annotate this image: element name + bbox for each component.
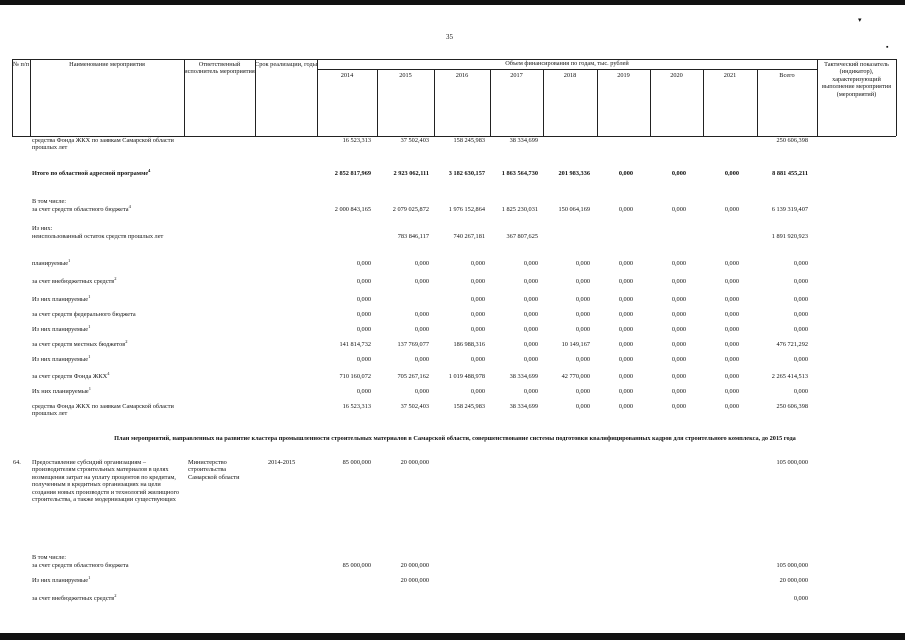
row-value: 0,000 (356, 296, 371, 303)
row-value: 0,000 (523, 260, 538, 267)
row-value: 158 245,983 (453, 403, 485, 410)
header-year: 2020 (670, 72, 683, 79)
footnote-mark: 2 (114, 592, 117, 598)
row-value: 0,000 (414, 260, 429, 267)
row-value: 8 881 455,211 (772, 170, 808, 177)
row-value: 20 000,000 (400, 562, 429, 569)
row-value: 0,000 (671, 296, 686, 303)
footnote-mark: 2 (114, 275, 117, 281)
row-value: 0,000 (575, 278, 590, 285)
row-value: 0,000 (671, 206, 686, 213)
row-value: 0,000 (671, 373, 686, 380)
row-value: 0,000 (618, 311, 633, 318)
row-value: 0,000 (470, 260, 485, 267)
row-label (32, 338, 186, 348)
row-label-text: Из них планируемые (32, 296, 89, 303)
row-label-text: за счет внебюджетных средств (32, 278, 115, 285)
header-year: 2019 (617, 72, 630, 79)
row-value: 1 825 230,031 (501, 206, 538, 213)
row-value: 3 182 630,157 (448, 170, 485, 177)
row-value: 705 267,162 (397, 373, 429, 380)
row-value: 0,000 (618, 373, 633, 380)
row-value: 0,000 (618, 278, 633, 285)
row-value: 105 000,000 (776, 562, 808, 569)
row-label (32, 370, 186, 380)
row-label-prefix: Из них: (32, 225, 53, 232)
footnote-mark: 1 (88, 385, 91, 391)
row-value: 38 334,699 (509, 403, 538, 410)
row-value: 6 139 319,407 (771, 206, 808, 213)
corner-mark: ▪ (886, 43, 889, 51)
row-label (32, 257, 186, 267)
row-value: 20 000,000 (779, 577, 808, 584)
item-value: 105 000,000 (776, 459, 808, 466)
row-value: 1 019 488,978 (448, 373, 485, 380)
row-value: 0,000 (618, 341, 633, 348)
row-value: 367 807,625 (506, 233, 538, 240)
row-value: 0,000 (575, 356, 590, 363)
row-label-text: Из них планируемые (32, 326, 89, 333)
row-label-text: Из них планируемые (32, 577, 89, 584)
row-label-prefix: В том числе: (32, 198, 67, 205)
header-year: 2021 (723, 72, 737, 79)
row-value: 0,000 (414, 311, 429, 318)
row-label (32, 574, 186, 584)
row-value: 0,000 (724, 260, 739, 267)
row-value: 0,000 (724, 311, 739, 318)
item-responsible: Министерство строительства Самарской области (188, 459, 240, 481)
row-value: 1 863 564,730 (501, 170, 538, 177)
row-value: 0,000 (523, 326, 538, 333)
row-value: 0,000 (414, 278, 429, 285)
row-label-text: средства Фонда ЖКХ по заявкам Самарской области прошлых лет (32, 403, 174, 418)
row-value: 0,000 (724, 373, 739, 380)
row-value: 0,000 (356, 388, 371, 395)
header-name: Наименование мероприятия (69, 61, 145, 68)
row-value: 1 976 152,864 (448, 206, 485, 213)
row-value: 0,000 (618, 326, 633, 333)
row-value: 0,000 (671, 403, 686, 410)
footnote-mark: 1 (67, 257, 71, 263)
row-label (32, 203, 186, 213)
row-value: 0,000 (724, 206, 739, 213)
row-value: 0,000 (575, 326, 590, 333)
item-number: 64. (13, 459, 21, 466)
footnote-mark: 2 (125, 338, 128, 344)
row-label-text: средства Фонда ЖКХ по заявкам Самарской области прошлых лет (32, 137, 174, 152)
row-label (32, 403, 186, 418)
row-label-text: Итого по областной адресной программе (32, 170, 149, 177)
footnote-mark: 1 (88, 353, 91, 359)
row-label (32, 233, 186, 240)
grid-line (896, 59, 897, 136)
row-value: 0,000 (414, 356, 429, 363)
header-year: 2017 (510, 72, 523, 79)
row-value: 0,000 (724, 296, 739, 303)
item-value: 85 000,000 (342, 459, 371, 466)
row-label (32, 562, 186, 569)
row-value: 783 846,117 (397, 233, 429, 240)
row-value: 0,000 (671, 170, 686, 177)
row-value: 0,000 (724, 278, 739, 285)
footnote-mark: 4 (107, 370, 110, 376)
row-value: 0,000 (793, 356, 808, 363)
row-value: 0,000 (724, 341, 739, 348)
row-label-prefix: В том числе: (32, 554, 67, 561)
row-value: 2 079 025,872 (392, 206, 429, 213)
row-value: 38 334,699 (509, 373, 538, 380)
footnote-mark: 1 (88, 574, 91, 580)
row-label-text: планируемые (32, 260, 68, 267)
row-value: 0,000 (523, 278, 538, 285)
row-value: 20 000,000 (400, 577, 429, 584)
row-label-text: за счет средств областного бюджета (32, 206, 129, 213)
header-term: Срок реализации, годы (255, 61, 317, 68)
row-value: 16 523,313 (342, 137, 371, 144)
row-label (32, 275, 186, 285)
header-number: № п/п (12, 61, 30, 68)
row-value: 0,000 (618, 388, 633, 395)
header-year: 2016 (455, 72, 469, 79)
row-value: 0,000 (356, 260, 371, 267)
row-value: 0,000 (470, 356, 485, 363)
row-value: 0,000 (793, 311, 808, 318)
row-value: 186 988,316 (453, 341, 485, 348)
row-value: 710 160,072 (339, 373, 371, 380)
row-value: 2 265 414,513 (771, 373, 808, 380)
row-label (32, 592, 186, 602)
row-value: 0,000 (618, 170, 633, 177)
row-value: 250 606,398 (776, 137, 808, 144)
item-value: 20 000,000 (400, 459, 429, 466)
item-name: Предоставление субсидий организациям – производителям строительных материалов в целях возмещения затрат на уплату процентов по кредитам, полученным в кредитных организациях на цели создания новых производств и технологий жилищного строительства, а также модернизации существующих (32, 459, 180, 504)
row-value: 0,000 (793, 326, 808, 333)
row-value: 0,000 (470, 278, 485, 285)
header-year: Всего (779, 72, 795, 79)
header-indicator: Тактический показатель (индикатор), характеризующий выполнение мероприятия (мероприятий) (822, 61, 891, 98)
row-value: 0,000 (575, 260, 590, 267)
row-value: 42 770,000 (561, 373, 590, 380)
row-value: 0,000 (618, 296, 633, 303)
row-value: 0,000 (671, 388, 686, 395)
row-value: 476 721,292 (776, 341, 808, 348)
row-value: 0,000 (575, 388, 590, 395)
row-label (32, 323, 186, 333)
row-value: 0,000 (523, 311, 538, 318)
row-value: 0,000 (414, 326, 429, 333)
row-value: 2 852 817,969 (334, 170, 371, 177)
header-year: 2014 (340, 72, 354, 79)
row-value: 0,000 (470, 296, 485, 303)
row-value: 0,000 (671, 356, 686, 363)
row-label (32, 167, 186, 177)
row-value: 2 923 062,111 (393, 170, 429, 177)
grid-line (255, 59, 256, 136)
row-value: 0,000 (470, 311, 485, 318)
row-value: 0,000 (470, 388, 485, 395)
row-value: 0,000 (523, 341, 538, 348)
row-value: 2 000 843,165 (334, 206, 371, 213)
row-value: 0,000 (671, 341, 686, 348)
row-value: 0,000 (356, 326, 371, 333)
scan-top-border (0, 0, 905, 5)
corner-mark: ▾ (858, 16, 862, 24)
grid-line (30, 59, 31, 136)
row-label (32, 311, 186, 318)
row-value: 0,000 (618, 260, 633, 267)
row-label-text: Из них планируемые (32, 356, 89, 363)
row-label-text: Их них планируемые (32, 388, 89, 395)
section-title: План мероприятий, направленных на развитие кластера промышленности строительных материалов в Самарской области, совершенствование системы подготовки квалифицированных кадров для строительного комплекса, до 2015 года (114, 435, 796, 442)
page-number: 35 (446, 33, 453, 41)
row-value: 0,000 (671, 326, 686, 333)
row-value: 85 000,000 (342, 562, 371, 569)
row-value: 0,000 (671, 278, 686, 285)
row-value: 0,000 (414, 388, 429, 395)
header-year: 2018 (563, 72, 577, 79)
row-value: 0,000 (724, 326, 739, 333)
header-financing-group: Объем финансирования по годам, тыс. рублей (505, 60, 629, 67)
row-value: 158 245,983 (453, 137, 485, 144)
row-value: 0,000 (671, 311, 686, 318)
row-value: 0,000 (523, 356, 538, 363)
header-year: 2015 (399, 72, 412, 79)
row-value: 0,000 (793, 388, 808, 395)
row-value: 0,000 (523, 296, 538, 303)
row-label-text: за счет средств областного бюджета (32, 562, 129, 569)
row-value: 0,000 (618, 403, 633, 410)
grid-line (12, 59, 13, 136)
footnote-mark: 1 (88, 293, 91, 299)
row-value: 0,000 (724, 388, 739, 395)
row-value: 37 502,403 (400, 403, 429, 410)
row-value: 16 523,313 (342, 403, 371, 410)
row-label (32, 353, 186, 363)
row-value: 0,000 (793, 595, 808, 602)
row-value: 0,000 (724, 356, 739, 363)
row-value: 0,000 (575, 403, 590, 410)
row-value: 0,000 (470, 326, 485, 333)
header-responsible: Ответственный исполнитель мероприятия (184, 61, 255, 76)
row-value: 0,000 (356, 278, 371, 285)
row-label-text: за счет средств Фонда ЖКХ (32, 373, 108, 380)
grid-line (317, 59, 318, 136)
row-value: 0,000 (793, 260, 808, 267)
row-value: 0,000 (724, 403, 739, 410)
row-value: 0,000 (575, 296, 590, 303)
row-label (32, 293, 186, 303)
row-value: 0,000 (671, 260, 686, 267)
row-value: 250 606,398 (776, 403, 808, 410)
footnote-mark: 4 (128, 203, 131, 209)
row-value: 0,000 (356, 311, 371, 318)
row-value: 38 334,699 (509, 137, 538, 144)
row-value: 740 267,181 (453, 233, 485, 240)
row-value: 0,000 (575, 311, 590, 318)
row-value: 0,000 (523, 388, 538, 395)
item-term: 2014-2015 (268, 459, 296, 466)
row-value: 0,000 (724, 170, 739, 177)
row-label (32, 137, 186, 152)
grid-line (317, 69, 817, 70)
footnote-mark: 1 (88, 323, 91, 329)
footnote-mark: 4 (148, 167, 151, 173)
row-label-text: за счет средств местных бюджетов (32, 341, 126, 348)
row-label (32, 385, 186, 395)
row-value: 1 891 920,923 (771, 233, 808, 240)
row-value: 0,000 (793, 296, 808, 303)
row-label-text: неиспользованный остаток средств прошлых лет (32, 233, 164, 240)
row-value: 0,000 (356, 356, 371, 363)
row-value: 10 149,167 (561, 341, 590, 348)
scan-bottom-border (0, 633, 905, 640)
row-value: 137 769,077 (397, 341, 429, 348)
row-value: 0,000 (618, 356, 633, 363)
row-value: 150 064,169 (558, 206, 590, 213)
row-value: 0,000 (618, 206, 633, 213)
row-label-text: за счет средств федерального бюджета (32, 311, 136, 318)
row-value: 0,000 (793, 278, 808, 285)
row-value: 141 814,732 (339, 341, 371, 348)
row-label-text: за счет внебюджетных средств (32, 595, 115, 602)
row-value: 37 502,403 (400, 137, 429, 144)
row-value: 201 983,336 (558, 170, 590, 177)
